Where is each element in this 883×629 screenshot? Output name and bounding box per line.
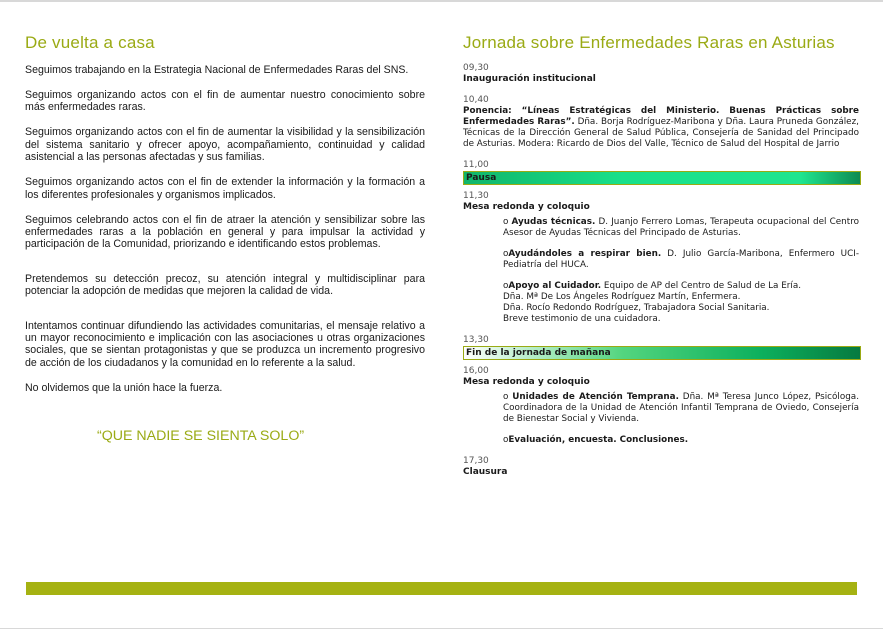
- session-label: Ponencia: “Líneas Estratégicas del Ministerio. Buenas Prácticas sobre Enfermedades Raras”.: [463, 106, 859, 127]
- program-title: Jornada sobre Enfermedades Raras en Asturias: [463, 33, 835, 52]
- paragraph: Seguimos trabajando en la Estrategia Nacional de Enfermedades Raras del SNS.: [25, 64, 409, 76]
- item-line: Breve testimonio de una cuidadora.: [503, 314, 661, 324]
- paragraph: No olvidemos que la unión hace la fuerza.: [25, 381, 223, 394]
- item-title: Evaluación, encuesta. Conclusiones.: [508, 435, 689, 445]
- item-title: Apoyo al Cuidador.: [508, 281, 602, 291]
- item-text: Dña. Mª Teresa Junco López, Psicóloga. Coordinadora de la Unidad de Atención Infantil Temprana de Oviedo, Consejería de Bienestar Social y Vivienda.: [503, 392, 859, 424]
- session-time: 10,40: [463, 95, 489, 105]
- right-column: [463, 33, 859, 478]
- list-item: [503, 217, 859, 239]
- item-text: Equipo de AP del Centro de Salud de La Ería.: [601, 281, 802, 291]
- bullet-icon: o: [503, 281, 509, 291]
- session-1130: [463, 191, 859, 325]
- paragraph: Seguimos organizando actos con el fin de extender la información y la formación a los diferentes profesionales y organismos implicados.: [25, 176, 425, 201]
- bullet-icon: o: [503, 392, 509, 402]
- item-title: Ayudas técnicas.: [511, 217, 596, 227]
- session-label: Mesa redonda y coloquio: [463, 377, 590, 387]
- session-time: 11,30: [463, 191, 489, 201]
- paragraph: Seguimos celebrando actos con el fin de atraer la atención y sensibilizar sobre las enfermedades raras a la población en general y para impulsar la actividad y participación de la Comunidad, priorizando e identificando estos problemas.: [25, 213, 425, 251]
- paragraph: Seguimos organizando actos con el fin de aumentar la visibilidad y la sensibilización del sistema sanitario y ofrecer apoyo, acompañamiento, continuidad y calidad asistencial a las personas afectadas y sus familias.: [25, 126, 425, 164]
- session-1600: [463, 366, 859, 446]
- pausa-bar: Pausa: [463, 171, 861, 185]
- list-item: [503, 249, 859, 271]
- session-0930: [463, 63, 859, 85]
- list-item: [503, 392, 859, 425]
- slogan: “QUE NADIE SE SIENTA SOLO”: [97, 428, 305, 445]
- paragraph: Pretendemos su detección precoz, su atención integral y multidisciplinar para potenciar la adopción de medidas que mejoren la calidad de vida.: [25, 272, 425, 298]
- list-item: [503, 435, 859, 446]
- session-label: Mesa redonda y coloquio: [463, 202, 590, 212]
- item-title: Ayudándoles a respirar bien.: [508, 249, 662, 259]
- bullet-icon: o: [503, 249, 509, 259]
- item-line: Dña. Mª De Los Ángeles Rodríguez Martín, Enfermera.: [503, 292, 741, 302]
- footer-bar: [26, 582, 857, 595]
- session-1040: [463, 95, 859, 150]
- bullet-icon: o: [503, 217, 509, 227]
- session-time: 17,30: [463, 456, 489, 466]
- session-1100: [463, 160, 859, 185]
- session-description: [463, 106, 859, 150]
- item-line: Dña. Rocío Redondo Rodríguez, Trabajadora Social Sanitaria.: [503, 303, 770, 313]
- left-title: De vuelta a casa: [25, 33, 155, 52]
- session-time: 09,30: [463, 63, 489, 73]
- session-label: Clausura: [463, 467, 508, 477]
- session-label: Inauguración institucional: [463, 74, 596, 84]
- bullet-icon: o: [503, 435, 509, 445]
- session-time: 16,00: [463, 366, 489, 376]
- item-text: D. Juanjo Ferrero Lomas, Terapeuta ocupacional del Centro Asesor de Ayudas Técnicas del Principado de Asturias.: [503, 217, 860, 238]
- left-column: [25, 33, 425, 444]
- session-detail: Dña. Borja Rodríguez-Maribona y Dña. Laura Pruneda González, Técnicas de la Dirección General de Salud Pública, Consejería de Sanidad del Principado de Asturias. Modera: Ricardo de Dios del Valle, Técnico de Salud del Hospital de Jarrio: [463, 117, 859, 149]
- session-time: 11,00: [463, 160, 489, 170]
- item-title: Unidades de Atención Temprana.: [512, 392, 679, 402]
- list-item: [503, 281, 859, 325]
- session-time: 13,30: [463, 335, 489, 345]
- session-1330: [463, 335, 859, 360]
- item-text: D. Julio García-Maribona, Enfermero UCI-Pediatría del HUCA.: [503, 249, 859, 270]
- session-1730: [463, 456, 859, 478]
- paragraph: Seguimos organizando actos con el fin de aumentar nuestro conocimiento sobre más enfermedades raras.: [25, 89, 425, 114]
- fin-manana-bar: Fin de la jornada de mañana: [463, 346, 861, 360]
- top-rule: [0, 0, 883, 2]
- paragraph: Intentamos continuar difundiendo las actividades comunitarias, el mensaje relativo a un mayor reconocimiento e implicación con las asociaciones u otras organizaciones sociales, que se sientan protagonistas y que se produzca un incremento progresivo de acción de los ciudadanos y la comunidad en lo referente a la salud.: [25, 319, 425, 369]
